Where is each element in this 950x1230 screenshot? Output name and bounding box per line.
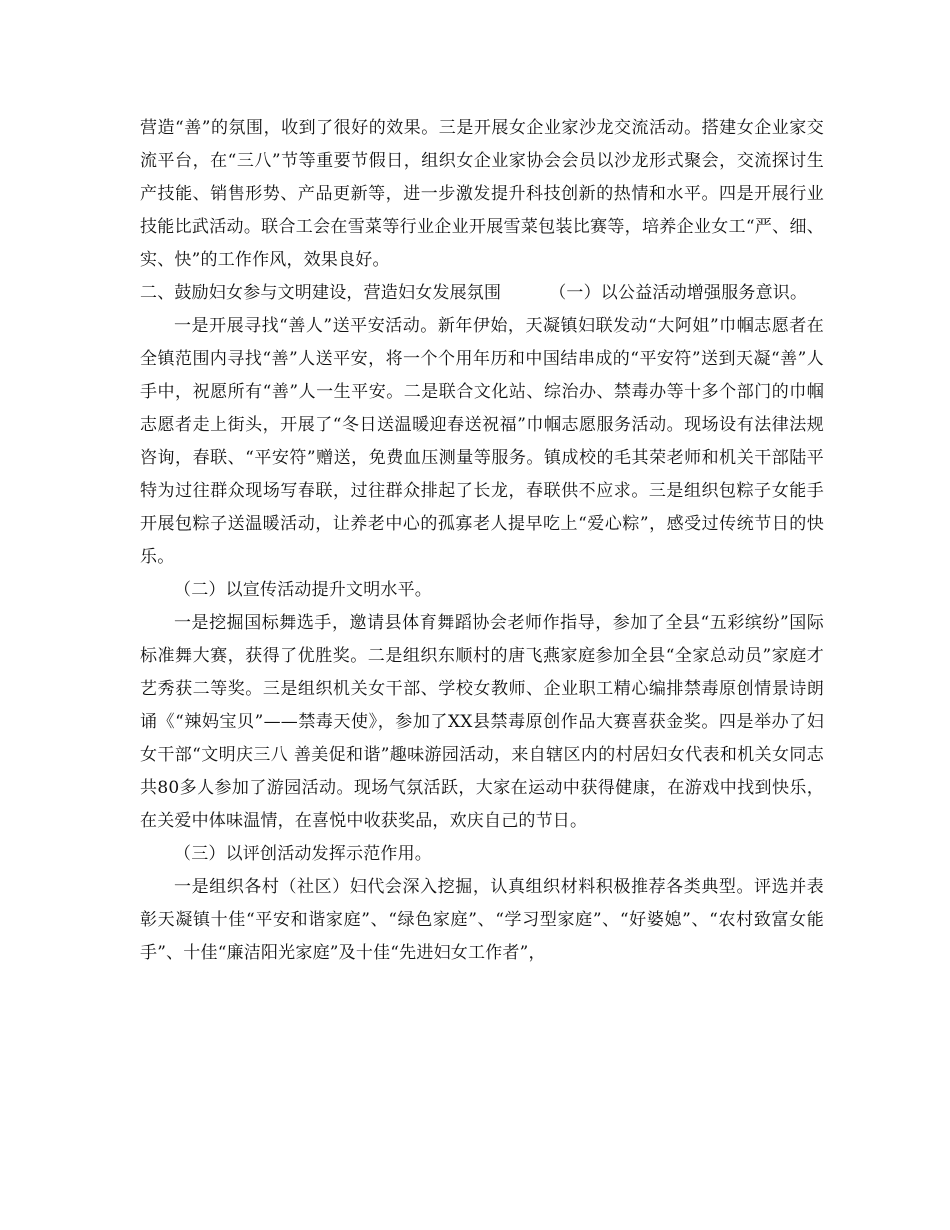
paragraph-evaluation: 一是组织各村（社区）妇代会深入挖掘，认真组织材料积极推荐各类典型。评选并表彰天凝镇十佳“平安和谐家庭”、“绿色家庭”、“学习型家庭”、“好婆媳”、“农村致富女能手”、十佳“廉洁阳光家庭”及十佳“先进妇女工作者”， bbox=[140, 877, 824, 963]
paragraph-women-entrepreneurs: 营造“善”的氛围，收到了很好的效果。三是开展女企业家沙龙交流活动。搭建女企业家交流平台，在“三八”节等重要节假日，组织女企业家协会会员以沙龙形式聚会，交流探讨生产技能、销售形势、产品更新等，进一步激发提升科技创新的热情和水平。四是开展行业技能比武活动。联合工会在雪菜等行业企业开展雪菜包装比赛等，培养企业女工“严、细、实、快”的工作作风，效果良好。 bbox=[140, 118, 824, 270]
document-page bbox=[140, 112, 824, 970]
section-title: 二、鼓励妇女参与文明建设，营造妇女发展氛围 bbox=[140, 283, 502, 303]
paragraph-public-welfare: 一是开展寻找“善人”送平安活动。新年伊始，天凝镇妇联发动“大阿姐”巾帼志愿者在全镇范围内寻找“善”人送平安，将一个个用年历和中国结串成的“平安符”送到天凝“善”人手中，祝愿所有“善”人一生平安。二是联合文化站、综治办、禁毒办等十多个部门的巾帼志愿者走上街头，开展了“冬日送温暖迎春送祝福”巾帼志愿服务活动。现场设有法律法规咨询，春联、“平安符”赠送，免费血压测量等服务。镇成校的毛其荣老师和机关干部陆平特为过往群众现场写春联，过往群众排起了长龙，春联供不应求。三是组织包粽子女能手开展包粽子送温暖活动，让养老中心的孤寡老人提早吃上“爱心粽”，感受过传统节日的快乐。 bbox=[140, 316, 824, 567]
subsection-title-public-welfare: （一）以公益活动增强服务意识。 bbox=[549, 283, 808, 303]
subsection-title-publicity: （二）以宣传活动提升文明水平。 bbox=[174, 580, 432, 600]
subsection-title-evaluation: （三）以评创活动发挥示范作用。 bbox=[174, 844, 432, 864]
section-heading-line bbox=[140, 277, 824, 310]
paragraph-publicity: 一是挖掘国标舞选手，邀请县体育舞蹈协会老师作指导，参加了全县“五彩缤纷”国际标准舞大赛，获得了优胜奖。二是组织东顺村的唐飞燕家庭参加全县“全家总动员”家庭才艺秀获二等奖。三是组织机关女干部、学校女教师、企业职工精心编排禁毒原创情景诗朗诵《“辣妈宝贝”——禁毒天使》，参加了XX县禁毒原创作品大赛喜获金奖。四是举办了妇女干部“文明庆三八 善美促和谐”趣味游园活动，来自辖区内的村居妇女代表和机关女同志共80多人参加了游园活动。现场气氛活跃，大家在运动中获得健康，在游戏中找到快乐，在关爱中体味温情，在喜悦中收获奖品，欢庆自己的节日。 bbox=[140, 613, 824, 831]
